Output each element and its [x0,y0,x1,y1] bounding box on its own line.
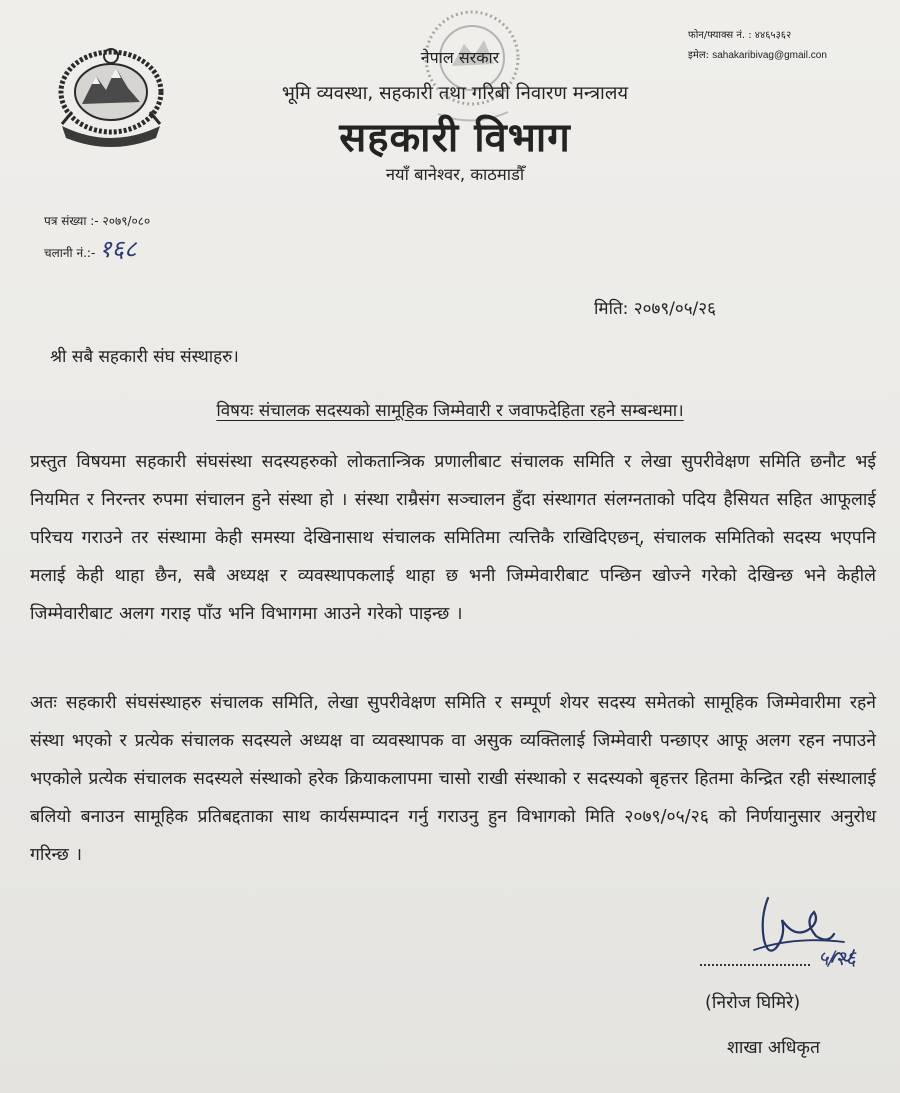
body-paragraph-2: अतः सहकारी संघसंस्थाहरु संचालक समिति, लेखा सुपरीवेक्षण समिति र सम्पूर्ण शेयर सदस्य समेतको सामूहिक जिम्मेवारीमा रहने संस्था भएको र प्रत्येक संचालक सदस्यले अध्यक्ष वा व्यवस्थापक वा असुक व्यक्तिलाई जिम्मेवारी पन्छाएर आफू अलग रहन नपाउने भएकोले प्रत्येक संचालक सदस्यले संस्थाको हरेक क्रियाकलापमा चासो राखी संस्थाको र सदस्यको बृहत्तर हितमा केन्द्रित रही संस्थालाई बलियो बनाउन सामूहिक प्रतिबद्दताका साथ कार्यसम्पादन गर्नु गराउनु हुन विभागको मिति २०७९/०५/२६ को निर्णयानुसार अनुरोध गरिन्छ । [30,693,876,865]
phone-value: ४४६५३६२ [754,30,792,41]
phone-fax-line [688,27,791,41]
ministry-name: भूमि व्यवस्था, सहकारी तथा गरिबी निवारण मन्त्रालय [281,83,629,104]
email-value: sahakaribivag@gmail.con [712,50,827,61]
office-address: नयाँ बानेश्वर, काठमाडौँ [385,165,525,184]
dispatch-number-label: चलानी नं.:- [44,246,96,260]
subject-line [0,398,900,421]
signature-line [700,958,810,966]
body-paragraph-1: प्रस्तुत विषयमा सहकारी संघसंस्था सदस्यहरुको लोकतान्त्रिक प्रणालीबाट संचालक समिति र लेखा सुपरीवेक्षण समिति छनौट भई नियमित र निरन्तर रुपमा संचालन हुने संस्था हो । संस्था राम्रैसंग सञ्चालन हुँदा संस्थागत संलग्नताको पदिय हैसियत सहित आफूलाई परिचय गराउने तर संस्थामा केही समस्या देखिनासाथ संचालक समितिमा त्यत्तिकै राखिदिएछन्, संचालक समितिको सदस्य भएपनि मलाई केही थाहा छैन, सबै अध्यक्ष र व्यवस्थापकलाई थाहा छ भनी जिम्मेवारीबाट पन्छिन खोज्ने गरेको देखिन्छ भने केहीले जिम्मेवारीबाट अलग गराइ पाँउ भनि विभागमा आउने गरेको पाइन्छ । [30,452,876,624]
email-label: इमेल: [688,50,710,61]
phone-label: फोन/फ्याक्स नं. : [688,30,752,41]
signature-date: ५/२६ [818,946,856,970]
addressee: श्री सबै सहकारी संघ संस्थाहरु। [50,347,239,367]
letter-number-label: पत्र संख्या :- [44,214,99,228]
government-name: नेपाल सरकार [420,48,500,67]
letter-date: मिति: २०७९/०५/२६ [594,299,716,319]
signatory-name: (निरोज घिमिरे) [705,993,801,1013]
subject-text: विषयः संचालक सदस्यको सामूहिक जिम्मेवारी र जवाफदेहिता रहने सम्बन्धमा। [216,401,684,421]
letter-number-value: २०७९/०८० [102,214,151,228]
dispatch-number-value: १६८ [99,235,137,263]
dispatch-number-line [44,232,137,265]
department-title: सहकारी विभाग [339,115,571,161]
letter-number-line [44,212,150,229]
signatory-title: शाखा अधिकृत [727,1038,820,1058]
